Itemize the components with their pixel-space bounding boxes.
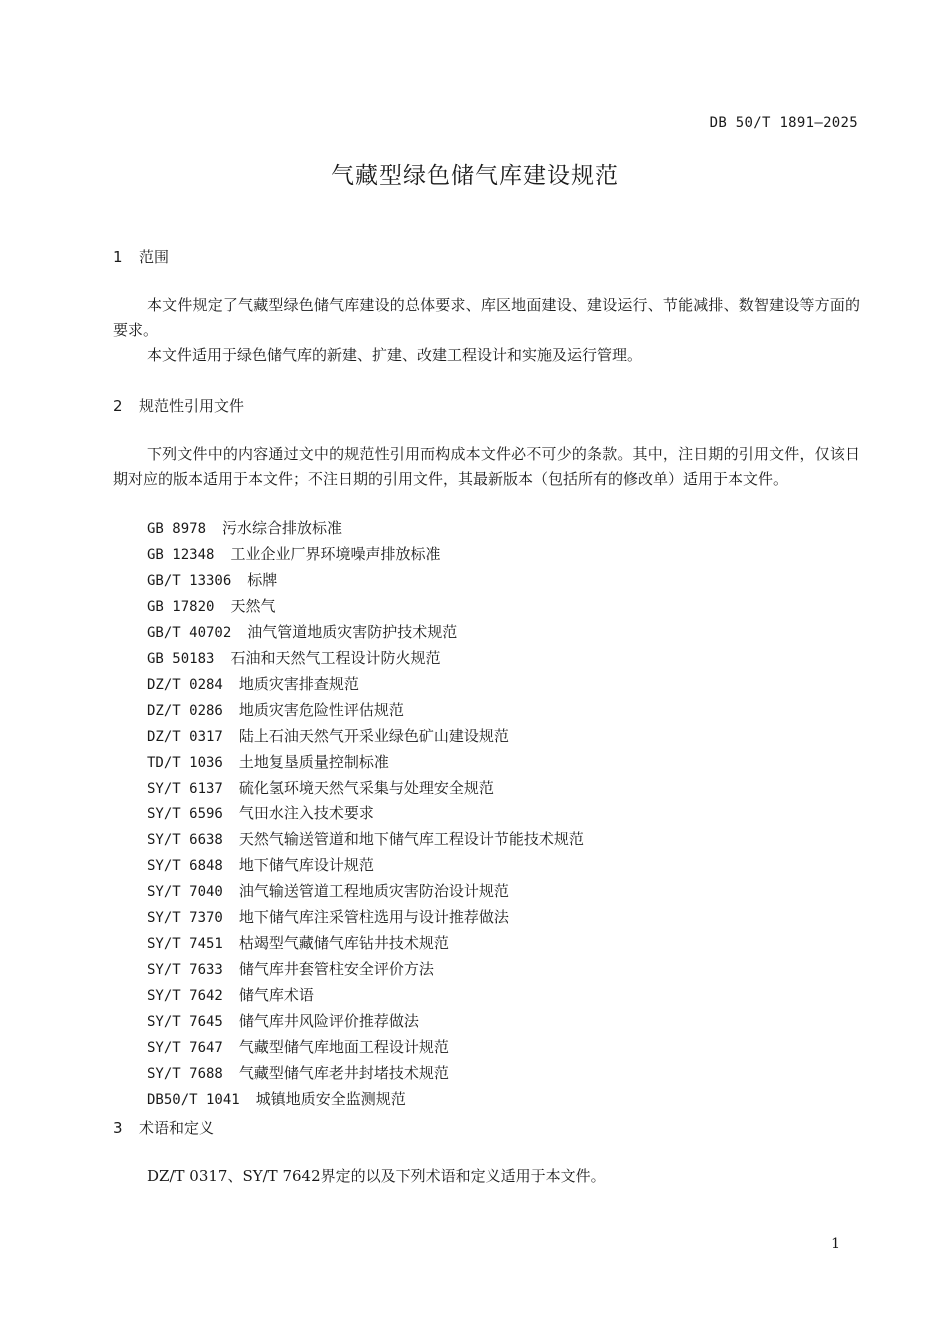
reference-title: 标牌: [247, 570, 278, 589]
reference-item: [147, 853, 584, 879]
reference-item: [147, 1087, 584, 1113]
reference-item: [147, 957, 584, 983]
reference-code: SY/T 7647: [147, 1040, 223, 1057]
reference-title: 地下储气库设计规范: [238, 856, 374, 875]
scope-paragraph-1: 本文件规定了气藏型绿色储气库建设的总体要求、库区地面建设、建设运行、节能减排、数智建设等方面的要求。: [113, 296, 860, 339]
reference-code: GB 50183: [147, 650, 215, 667]
reference-code: SY/T 6638: [147, 832, 223, 849]
reference-code: GB 8978: [147, 521, 207, 537]
reference-code: SY/T 7633: [147, 962, 223, 979]
reference-title: 储气库井风险评价推荐做法: [238, 1012, 419, 1031]
reference-item: [147, 750, 584, 776]
reference-title: 气藏型储气库地面工程设计规范: [238, 1038, 449, 1057]
reference-code: SY/T 6137: [147, 780, 223, 797]
reference-code: SY/T 6848: [147, 858, 223, 875]
reference-title: 气田水注入技术要求: [238, 804, 374, 823]
reference-code: DZ/T 0286: [147, 702, 223, 719]
reference-item: [147, 672, 584, 698]
reference-item: [147, 1009, 584, 1035]
section-heading-normative-references: [113, 396, 244, 416]
reference-item: [147, 827, 584, 853]
reference-item: [147, 776, 584, 802]
reference-title: 油气管道地质灾害防护技术规范: [247, 622, 458, 641]
reference-title: 枯竭型气藏储气库钻井技术规范: [238, 934, 449, 953]
reference-item: [147, 568, 584, 594]
reference-code: DZ/T 0317: [147, 728, 223, 745]
reference-code: GB/T 13306: [147, 572, 232, 589]
reference-item: [147, 620, 584, 646]
section-title: 术语和定义: [139, 1119, 215, 1137]
reference-item: [147, 879, 584, 905]
reference-list: [147, 516, 584, 1113]
section-number: 1: [113, 248, 123, 266]
reference-title: 储气库井套管柱安全评价方法: [238, 960, 434, 979]
reference-item: [147, 542, 584, 568]
reference-item: [147, 905, 584, 931]
reference-item: [147, 801, 584, 827]
reference-title: 天然气输送管道和地下储气库工程设计节能技术规范: [238, 830, 584, 849]
references-intro-paragraph: 下列文件中的内容通过文中的规范性引用而构成本文件必不可少的条款。其中，注日期的引用文件，仅该日期对应的版本适用于本文件；不注日期的引用文件，其最新版本（包括所有的修改单）适用于本文件。: [113, 445, 860, 488]
reference-code: DB50/T 1041: [147, 1091, 240, 1108]
section-number: 3: [113, 1119, 123, 1137]
standard-code: DB 50/T 1891—2025: [709, 115, 858, 131]
reference-code: SY/T 7645: [147, 1014, 223, 1031]
reference-code: SY/T 7451: [147, 936, 223, 953]
page-number: 1: [831, 1236, 840, 1252]
reference-code: SY/T 7370: [147, 910, 223, 927]
reference-title: 陆上石油天然气开采业绿色矿山建设规范: [238, 726, 509, 745]
section-heading-terms: [113, 1118, 214, 1138]
section-heading-scope: [113, 247, 169, 267]
document-title: 气藏型绿色储气库建设规范: [331, 163, 619, 189]
reference-item: [147, 983, 584, 1009]
reference-code: GB/T 40702: [147, 624, 232, 641]
reference-title: 油气输送管道工程地质灾害防治设计规范: [238, 882, 509, 901]
reference-item: [147, 1035, 584, 1061]
section-title: 规范性引用文件: [139, 397, 245, 415]
reference-code: SY/T 7642: [147, 988, 223, 1005]
reference-title: 地下储气库注采管柱选用与设计推荐做法: [238, 908, 509, 927]
terms-intro-paragraph: DZ/T 0317、SY/T 7642界定的以及下列术语和定义适用于本文件。: [147, 1167, 606, 1185]
reference-code: DZ/T 0284: [147, 676, 223, 693]
reference-title: 污水综合排放标准: [222, 519, 343, 537]
reference-title: 硫化氢环境天然气采集与处理安全规范: [238, 778, 494, 797]
reference-item: [147, 724, 584, 750]
reference-title: 气藏型储气库老井封堵技术规范: [238, 1064, 449, 1083]
reference-title: 石油和天然气工程设计防火规范: [230, 648, 441, 667]
reference-title: 地质灾害危险性评估规范: [238, 700, 404, 719]
scope-paragraph-2: 本文件适用于绿色储气库的新建、扩建、改建工程设计和实施及运行管理。: [147, 346, 643, 364]
reference-title: 地质灾害排查规范: [238, 674, 359, 693]
reference-code: TD/T 1036: [147, 754, 223, 771]
reference-title: 土地复垦质量控制标准: [238, 752, 389, 771]
reference-item: [147, 931, 584, 957]
reference-item: [147, 646, 584, 672]
reference-title: 工业企业厂界环境噪声排放标准: [230, 544, 441, 563]
reference-code: SY/T 6596: [147, 806, 223, 823]
reference-item: [147, 1061, 584, 1087]
reference-title: 城镇地质安全监测规范: [255, 1089, 406, 1108]
reference-item: [147, 516, 584, 542]
reference-item: [147, 594, 584, 620]
reference-code: GB 17820: [147, 598, 215, 615]
reference-code: SY/T 7040: [147, 884, 223, 901]
reference-title: 天然气: [230, 596, 276, 615]
reference-title: 储气库术语: [238, 986, 314, 1005]
section-title: 范围: [139, 248, 170, 266]
reference-code: GB 12348: [147, 546, 215, 563]
reference-item: [147, 698, 584, 724]
reference-code: SY/T 7688: [147, 1066, 223, 1083]
section-number: 2: [113, 397, 123, 415]
